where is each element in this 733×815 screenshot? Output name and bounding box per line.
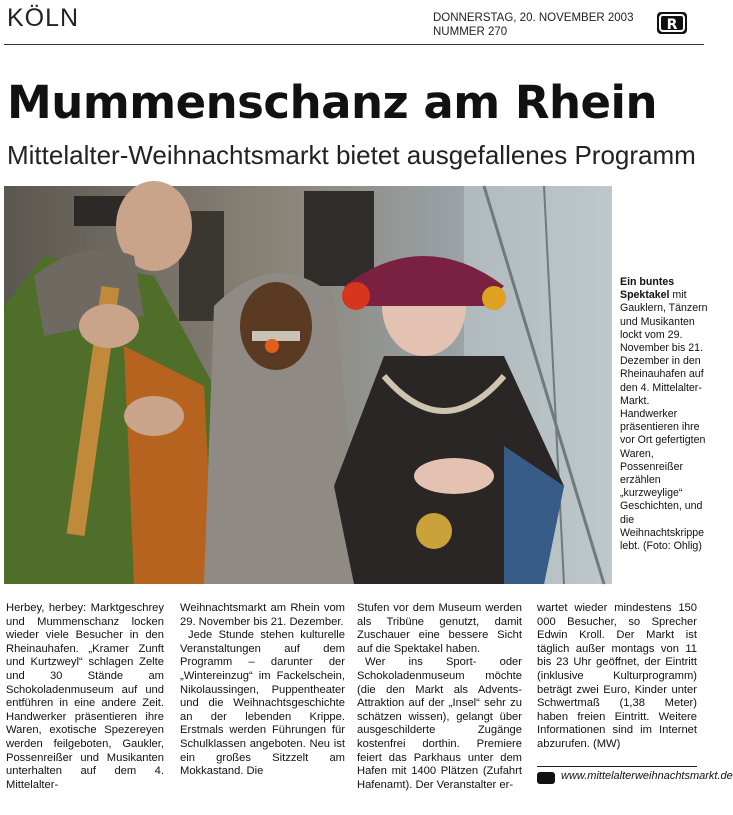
headline: Mummenschanz am Rhein: [7, 76, 657, 129]
web-link-icon: [537, 772, 555, 784]
section-title: KÖLN: [7, 4, 80, 32]
caption-lead: Ein buntes Spektakel: [620, 276, 675, 302]
photo-caption: [620, 276, 708, 553]
article-paragraph: Herbey, herbey: Marktgeschrey und Mummenschanz locken wieder viele Besucher in den Rheinauhafen. „Kramer Zunft und Kurtzweyl“ schlagen Zelte und 30 Stände am Schokoladenmuseum auf und entführen in eine andere Zeit. Handwerker präsentieren ihre Waren, exotische Spezereyen werden feilgeboten, Gaukler, Possenreißer und Musikanten unterhalten auf dem 4. Mittelalter-: [6, 602, 164, 791]
svg-text:R: R: [666, 17, 678, 33]
web-reference[interactable]: [537, 766, 733, 782]
photo-illustration: [4, 186, 612, 584]
article-paragraph: Wer ins Sport- oder Schokoladenmuseum möchte (die den Markt als Advents-Attraktion auf der „Insel“ sehr zu schätzen wissen), gelangt über ausgeschilderte Zugänge kostenfrei dorthin. Premiere feiert das Parkhaus unter dem Hafen mit 1400 Plätzen (Zufahrt Hafenamt). Der Veranstalter er-: [357, 656, 522, 791]
issue-info: [433, 11, 633, 39]
article-column-1: [6, 602, 164, 792]
article-column-2: [180, 602, 345, 779]
article-column-3: [357, 602, 522, 792]
web-url-link[interactable]: www.mittelalterweihnachtsmarkt.de: [561, 770, 733, 782]
subheadline: Mittelalter-Weihnachtsmarkt bietet ausgefallenes Programm: [7, 140, 696, 170]
article-paragraph: Stufen vor dem Museum werden als Tribüne genutzt, damit Zuschauer eine bessere Sicht auf die Spektakel haben.: [357, 602, 522, 655]
article-paragraph: Weihnachtsmarkt am Rhein vom 29. November bis 21. Dezember.: [180, 602, 345, 628]
article-photo: [4, 186, 612, 584]
article-column-4: [537, 602, 697, 752]
article-paragraph: wartet wieder mindestens 150 000 Besucher, so Sprecher Edwin Kroll. Der Markt ist täglich außer montags von 11 bis 23 Uhr geöffnet, der Eintritt (inklusive Kulturprogramm) beträgt zwei Euro, Kinder unter Schwertmaß (1,38 Meter) haben freien Eintritt. Weitere Informationen sind im Internet abzurufen. (MW): [537, 602, 697, 750]
issue-date: DONNERSTAG, 20. NOVEMBER 2003: [433, 12, 634, 24]
header-divider: [4, 44, 704, 45]
article-paragraph: Jede Stunde stehen kulturelle Veranstaltungen auf dem Programm – darunter der „Wintereinzug“ im Fackelschein, Nikolaussingen, Puppentheater und die Weihnachtsgeschichte an der lebenden Krippe. Erstmals werden Führungen für Schulklassen angeboten. Neu ist ein großes Sitzzelt am Mokkastand. Die: [180, 629, 345, 778]
newspaper-logo-icon: [657, 12, 687, 34]
caption-text: mit Gauklern, Tänzern und Musikanten lockt vom 29. November bis 21. Dezember in den Rheinauhafen auf den 4. Mittelalter-Markt. Handwerker präsentieren ihre vor Ort gefertigten Waren, Possenreißer erzählen „kurzweylige“ Geschichten, und die Weihnachtskrippe lebt.: [620, 289, 708, 553]
caption-credit: (Foto: Ohlig): [642, 540, 702, 553]
issue-number: NUMMER 270: [433, 26, 508, 38]
